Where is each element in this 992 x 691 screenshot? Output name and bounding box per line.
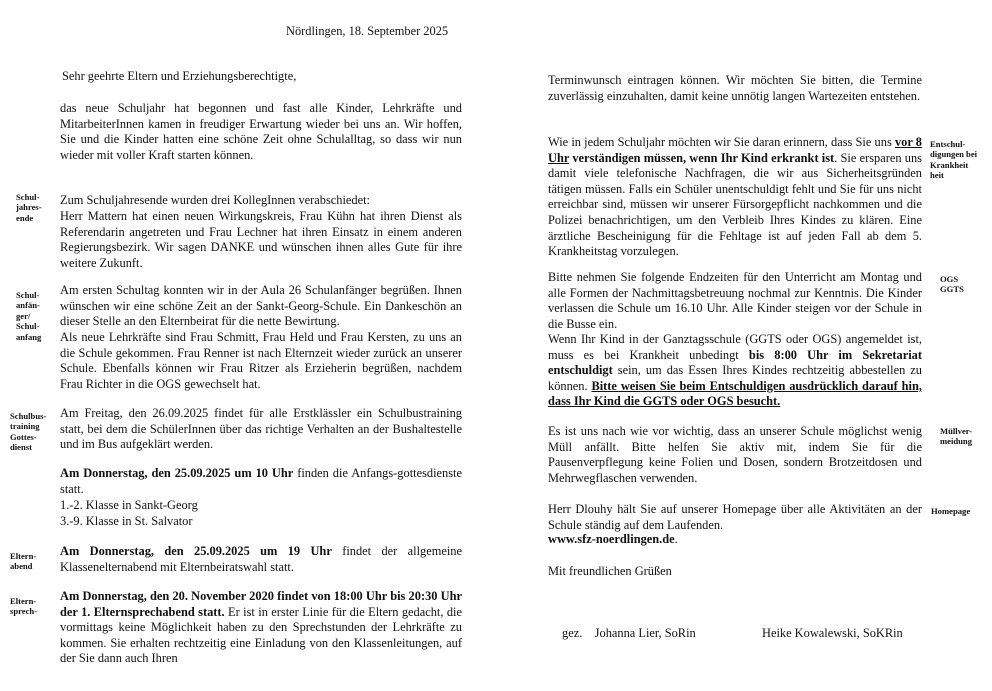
new-teachers-paragraph: Als neue Lehrkräfte sind Frau Schmitt, Frau Held und Frau Kersten, zu uns an die Schule gekommen. Frau Renner ist nach Elternzeit wieder zurück an unserer Schule. Ebenfalls können wir Frau Ritzer als Erzieherin begrüßen, nachdem Frau Richter in die OGS gewechselt hat. [60,330,462,391]
service-text: finden die Anfangs-gottesdienste statt. [60,466,462,496]
ogs-sick-intro: Wenn Ihr Kind in der Ganztagsschule (GGTS oder OGS) angemeldet ist, muss es bei Krankheit unbedingt [548,332,922,362]
margin-label-elternsprech: Eltern- sprech- [10,596,38,617]
margin-label-schulanfang: Schul- anfän- ger/ Schul- anfang [16,290,42,342]
ogs-sick-deadline: bis 8:00 Uhr im Sekretariat entschuldigt [548,347,923,378]
margin-label-entschuldigungen: Entschul- digungen bei Krankheit heit [930,139,978,181]
margin-label-homepage: Homepage [931,506,971,516]
ogs-sick-paragraph [548,332,922,410]
sick-notice-rest: . Sie ersparen uns damit viele telefonische Nachfragen, die wir aus Sicherheitsgründen tätigen müssen. Falls ein Schüler unentschuldigt fehlt und Sie für uns nicht erreichbar sind, müssen wir unserer Fürsorgepflicht nachkommen und die Polizei benachrichtigen, um den Verbleib Ihres Kindes zu klären. Eine ärztliche Bescheinigung für die Fehltage ist auf jeden Fall ab dem 5. Krankheitstag vorzulegen. [548,150,922,259]
continued-paragraph: Terminwunsch eintragen können. Wir möchten Sie bitten, die Termine zuverlässig einzuhalten, damit keine unnötig langen Wartezeiten entstehen. [548,73,922,103]
parents-evening-paragraph [60,544,462,575]
farewell-paragraph: Herr Mattern hat einen neuen Wirkungskreis, Frau Kühn hat ihren Dienst als Referendarin angetreten und Frau Lechner hat ihren Einsatz in einem anderen Regierungsbezirk. Wir sagen DANKE und wünschen ihnen alles Gute für ihre weitere Zukunft. [60,209,462,270]
service-paragraph [60,466,462,497]
sick-deadline: vor 8 Uhr [548,135,922,165]
homepage-url-line [548,532,678,548]
ogs-sick-middle: sein, um das Essen Ihres Kindes rechtzeitig abbestellen zu können. [548,363,922,393]
place-date: Nördlingen, 18. September 2025 [286,24,449,38]
consultation-paragraph [60,589,462,667]
signature-2: Heike Kowalewski, SoKRin [762,626,903,640]
parents-evening-text: findet der allgemeine Klassenelternabend mit Elternbeiratswahl statt. [60,544,463,574]
sick-notice-paragraph [548,135,922,260]
signature-1: gez. Johanna Lier, SoRin [562,626,696,640]
ogs-sick-notice: Bitte weisen Sie beim Entschuldigen ausdrücklich darauf hin, dass Ihr Kind die GGTS oder OGS besucht. [548,378,922,409]
parents-evening-date: Am Donnerstag, den 25.09.2025 um 19 Uhr [60,544,332,558]
end-times-paragraph: Bitte nehmen Sie folgende Endzeiten für den Unterricht am Montag und alle Formen der Nachmittagsbetreuung nochmal zur Kenntnis. Die Kinder verlassen die Schule um 16.10 Uhr. Alle Kinder steigen vor der Schule in die Busse ein. [548,270,922,331]
margin-label-elternabend: Eltern- abend [10,551,37,572]
closing-greeting: Mit freundlichen Grüßen [548,564,672,578]
farewell-intro-line: Zum Schuljahresende wurden drei KollegInnen verabschiedet: [60,193,371,207]
margin-label-ogs-ggts: OGS GGTS [940,274,964,295]
sick-notice-emphasis: verständigen müssen, wenn Ihr Kind erkrankt ist [569,150,835,165]
intro-paragraph: das neue Schuljahr hat begonnen und fast alle Kinder, Lehrkräfte und MitarbeiterInnen kamen in freudiger Erwartung wieder bei uns an. Wir hoffen, Sie und die Kinder hatten eine schöne Zeit ohne Schulalltag, so dass wir nun wieder mit voller Kraft starten können. [60,101,462,162]
homepage-url-period: . [674,532,678,546]
service-date: Am Donnerstag, den 25.09.2025 um 10 Uhr [60,466,294,480]
homepage-paragraph: Herr Dlouhy hält Sie auf unserer Homepage über alle Aktivitäten an der Schule ständig auf dem Laufenden. [548,502,922,532]
school-start-paragraph: Am ersten Schultag konnten wir in der Aula 26 Schulanfänger begrüßen. Ihnen wünschen wir eine schöne Zeit an der Sankt-Georg-Schule. Ein Dankeschön an dieser Stelle an den Elternbeirat für die nette Bewirtung. [60,283,462,329]
homepage-url[interactable]: www.sfz-noerdlingen.de [548,532,675,546]
service-item-2: 3.-9. Klasse in St. Salvator [60,514,193,528]
salutation: Sehr geehrte Eltern und Erziehungsberechtigte, [62,69,297,83]
margin-label-schulbustraining: Schulbus- training Gottes- dienst [10,411,47,453]
service-item-1: 1.-2. Klasse in Sankt-Georg [60,498,198,512]
margin-label-muellvermeidung: Müllver- meidung [940,426,973,447]
margin-label-schuljahresende: Schul- jahres- ende [16,192,42,223]
waste-paragraph: Es ist uns nach wie vor wichtig, dass an unserer Schule möglichst wenig Müll anfällt. Bitte helfen Sie aktiv mit, indem Sie für die Pausenverpflegung keine Folien und Dosen, sondern Brotzeitdosen und Mehrwegflaschen verwenden. [548,424,922,485]
bus-training-paragraph: Am Freitag, den 26.09.2025 findet für alle Erstklässler ein Schulbustraining statt, bei dem die SchülerInnen über das richtige Verhalten an der Bushaltestelle und im Bus aufgeklärt werden. [60,406,462,452]
consultation-date: Am Donnerstag, den 20. November 2020 findet von 18:00 Uhr bis 20:30 Uhr der 1. Elternsprechabend statt. [60,589,462,619]
sick-notice-intro: Wie in jedem Schuljahr möchten wir Sie daran erinnern, dass Sie uns [548,135,895,149]
consultation-text: Er ist in erster Linie für die Eltern gedacht, die vormittags keine Möglichkeit haben zu den Sprechstunden der Lehrkräfte zu kommen. Sie erhalten rechtzeitig eine Einladung von den Klassenleitungen, auf der Sie dann auch Ihren [60,604,462,666]
